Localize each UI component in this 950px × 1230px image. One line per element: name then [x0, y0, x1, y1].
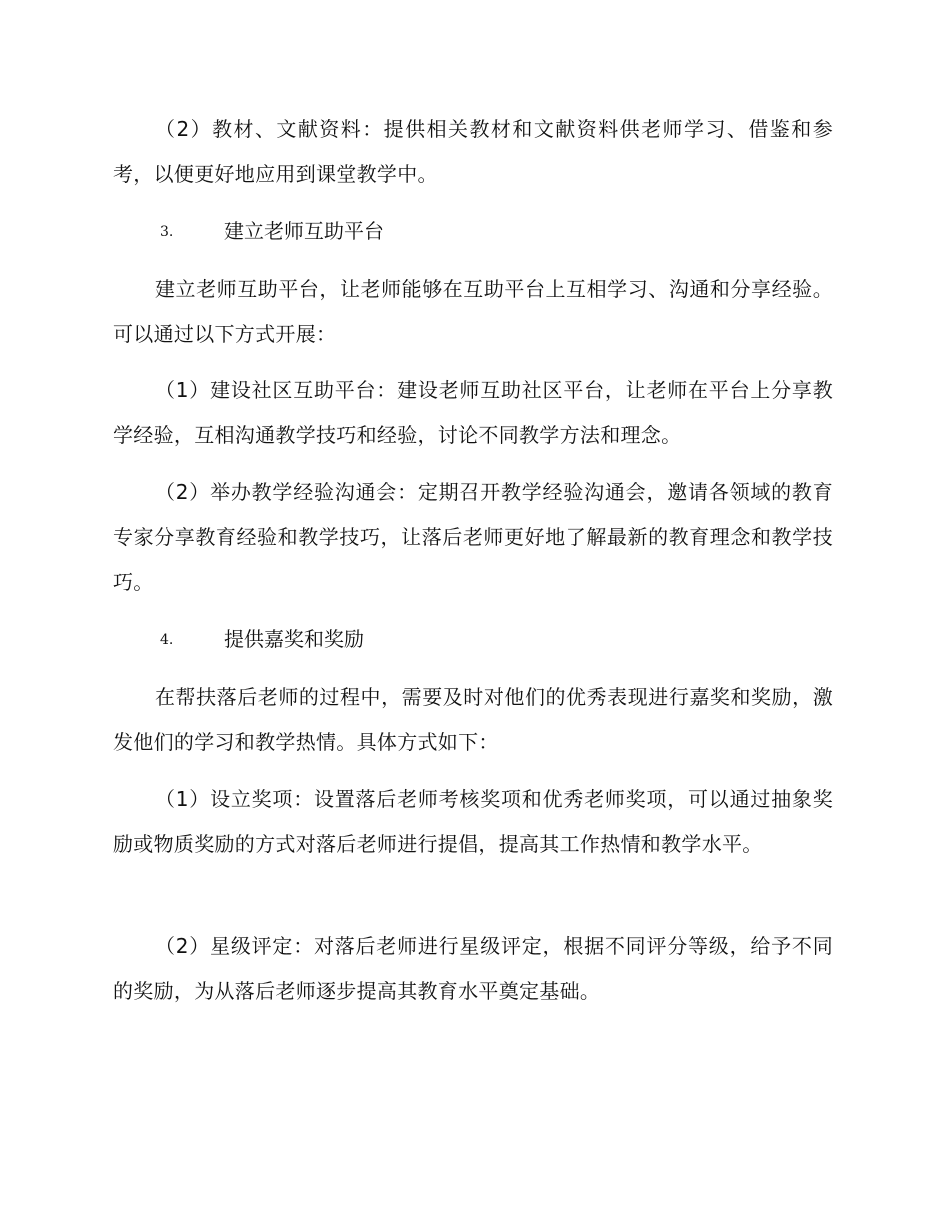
- paragraph-star-rating: （2）星级评定：对落后老师进行星级评定，根据不同评分等级，给予不同的奖励，为从落后老师逐步提高其教育水平奠定基础。: [113, 934, 833, 1003]
- paragraph-experience-meeting: （2）举办教学经验沟通会：定期召开教学经验沟通会，邀请各领域的教育专家分享教育经验和教学技巧，让落后老师更好地了解最新的教育理念和教学技巧。: [113, 480, 833, 594]
- section-heading-4: [160, 625, 364, 654]
- section-title: 提供嘉奖和奖励: [224, 627, 364, 651]
- section-heading-3: [160, 217, 384, 246]
- paragraph-community-platform: （1）建设社区互助平台：建设老师互助社区平台，让老师在平台上分享教学经验，互相沟通教学技巧和经验，讨论不同教学方法和理念。: [113, 378, 833, 447]
- paragraph-awards: （1）设立奖项：设置落后老师考核奖项和优秀老师奖项，可以通过抽象奖励或物质奖励的方式对落后老师进行提倡，提高其工作热情和教学水平。: [113, 787, 833, 856]
- paragraph-mutual-help-intro: 建立老师互助平台，让老师能够在互助平台上互相学习、沟通和分享经验。可以通过以下方式开展：: [113, 277, 833, 346]
- paragraph-teaching-materials: （2）教材、文献资料：提供相关教材和文献资料供老师学习、借鉴和参考，以便更好地应用到课堂教学中。: [113, 117, 833, 186]
- section-number: 3.: [160, 224, 174, 240]
- paragraph-rewards-intro: 在帮扶落后老师的过程中，需要及时对他们的优秀表现进行嘉奖和奖励，激发他们的学习和教学热情。具体方式如下：: [113, 685, 833, 754]
- section-title: 建立老师互助平台: [224, 219, 384, 243]
- section-number: 4.: [160, 632, 174, 648]
